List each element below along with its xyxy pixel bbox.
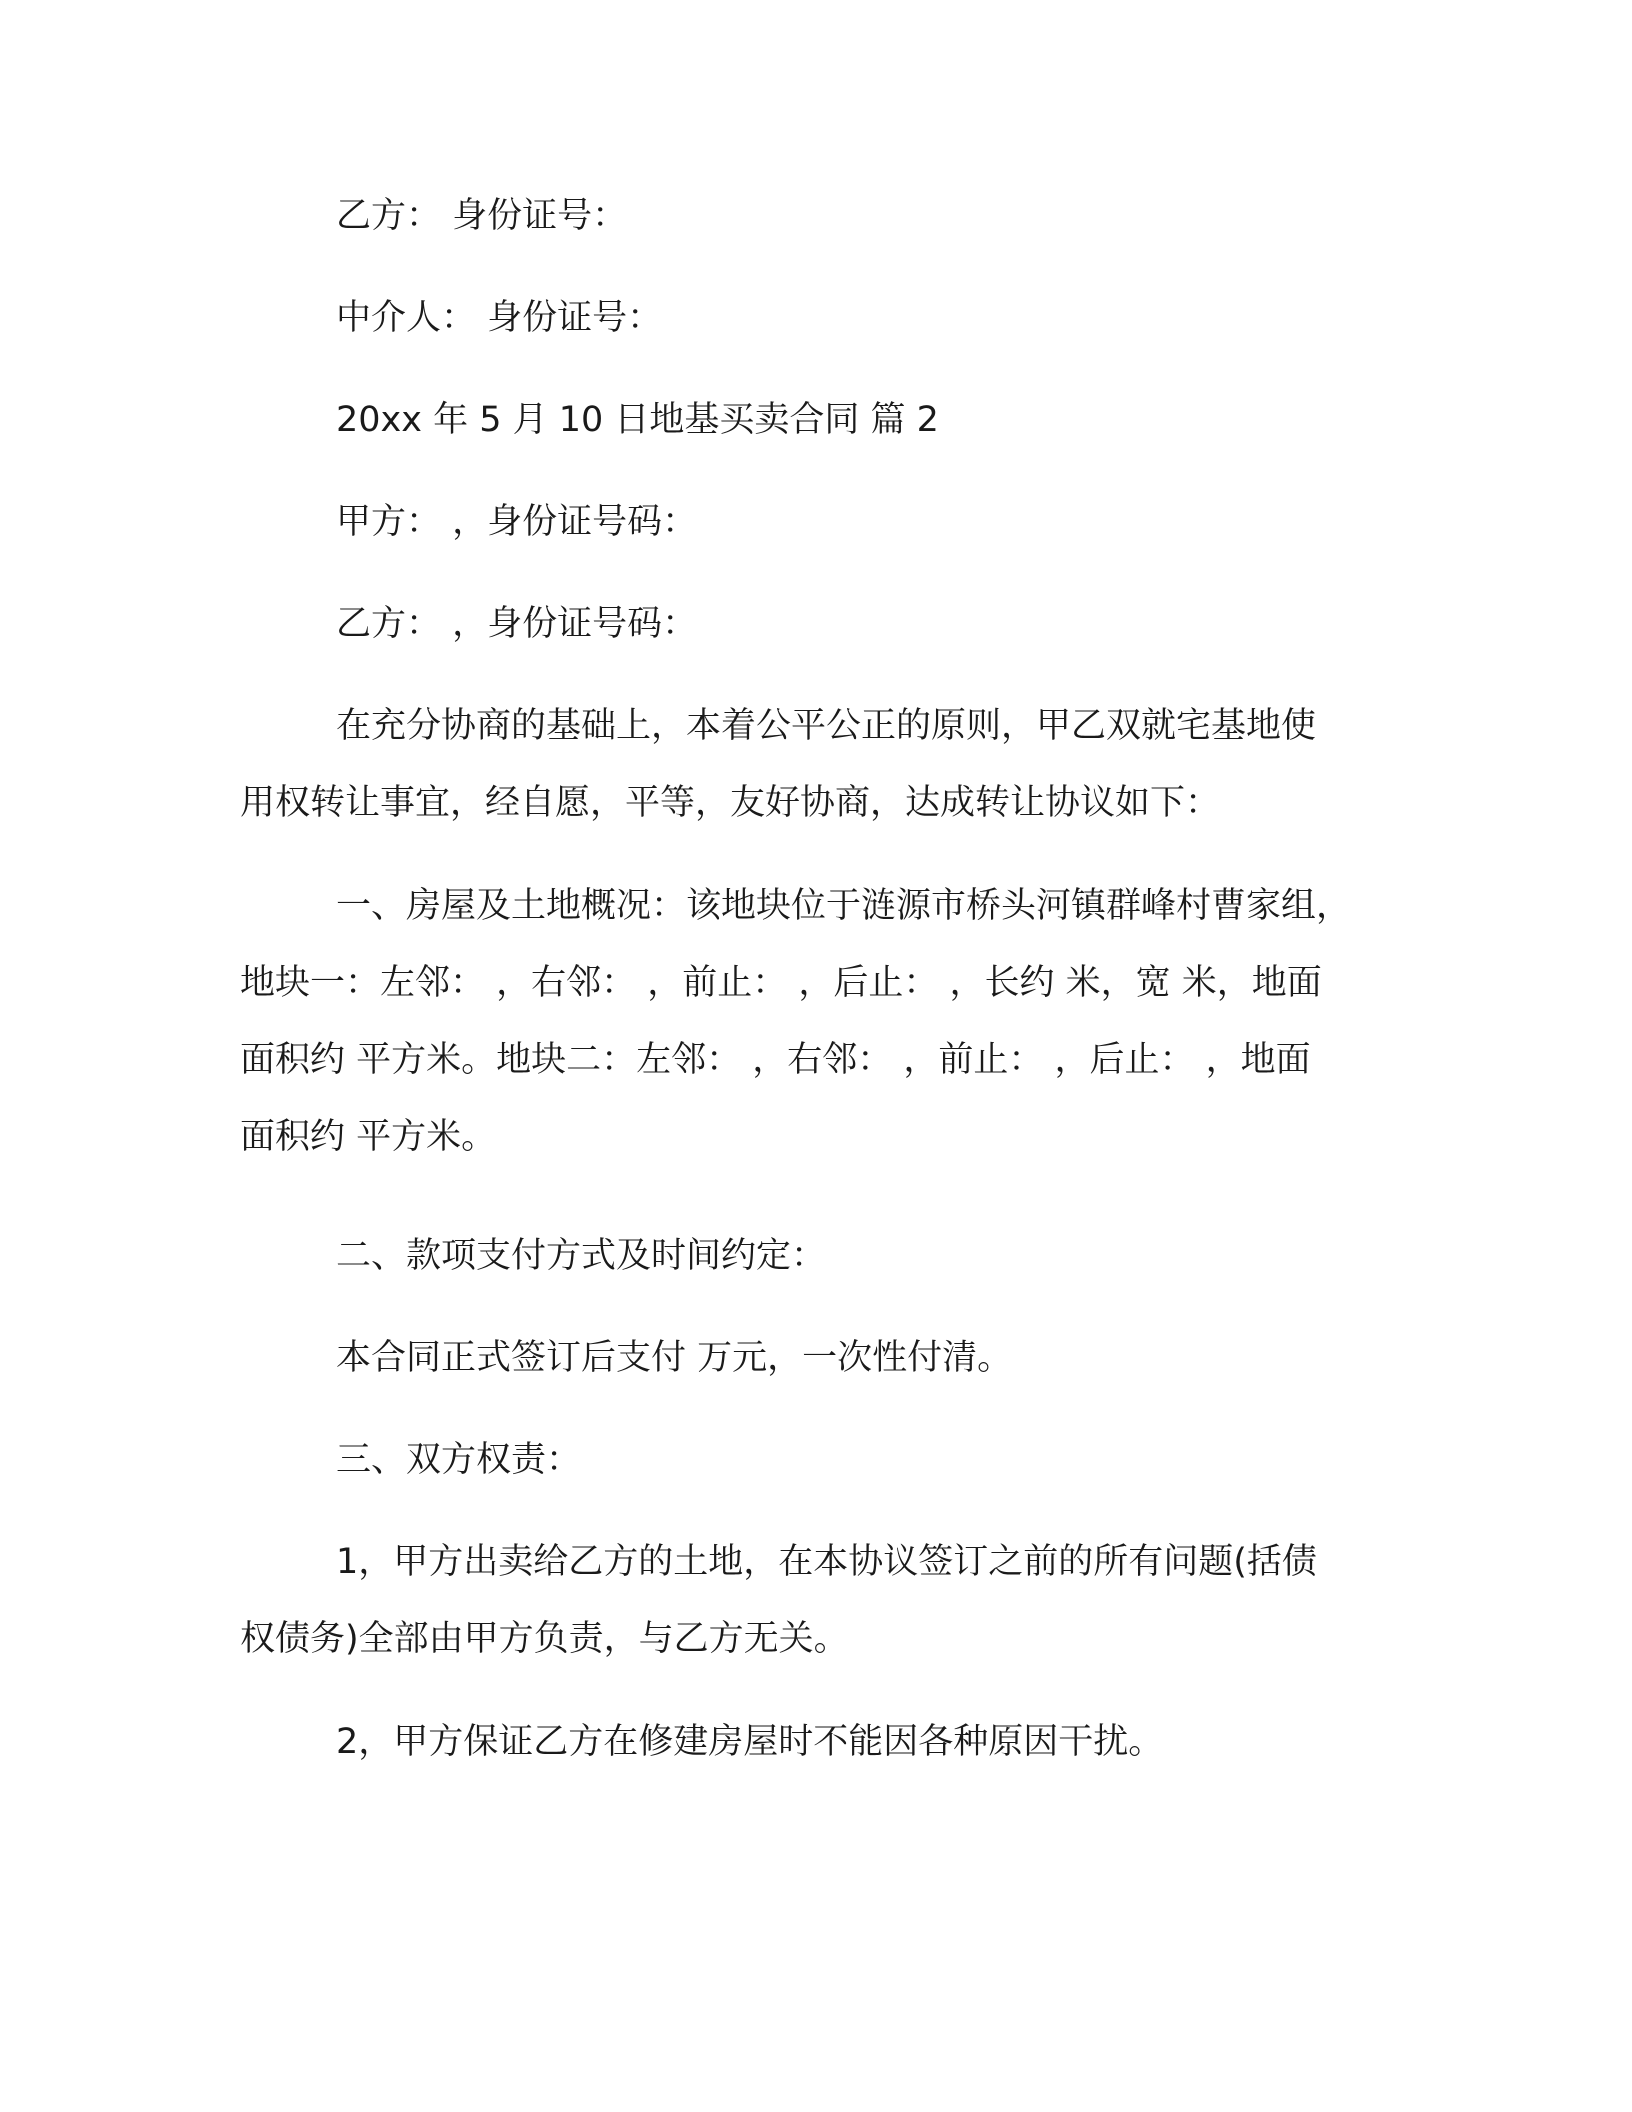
contract-title-line xyxy=(336,382,1496,459)
paragraph-line: 二、款项支付方式及时间约定： xyxy=(336,1236,827,1276)
paragraph-line: 1，甲方出卖给乙方的土地，在本协议签订之前的所有问题(括债 xyxy=(336,1542,1317,1582)
intermediary-id-line xyxy=(336,280,1496,357)
paragraph-line: 三、双方权责： xyxy=(336,1440,582,1480)
paragraph-line: 权债务)全部由甲方负责，与乙方无关。 xyxy=(240,1619,849,1659)
party-a-id-line xyxy=(336,484,1496,561)
paragraph-line: 面积约 平方米。 xyxy=(240,1117,497,1157)
payment-heading xyxy=(336,1218,1496,1295)
paragraph-line: 面积约 平方米。地块二：左邻： ，右邻： ，前止： ，后止： ，地面 xyxy=(240,1040,1311,1080)
paragraph-line: 乙方： 身份证号： xyxy=(336,196,628,236)
paragraph-line: 20xx 年 5 月 10 日地基买卖合同 篇 2 xyxy=(336,400,939,440)
land-overview-paragraph xyxy=(240,868,1400,1176)
paragraph-line: 本合同正式签订后支付 万元，一次性付清。 xyxy=(336,1338,1013,1378)
party-b-id-line xyxy=(336,178,1496,255)
clause-1-paragraph xyxy=(240,1524,1400,1678)
preamble-paragraph xyxy=(240,688,1400,842)
paragraph-line: 中介人： 身份证号： xyxy=(336,298,663,338)
paragraph-line: 乙方： ，身份证号码： xyxy=(336,604,698,644)
paragraph-line: 地块一：左邻： ，右邻： ，前止： ，后止： ，长约 米，宽 米，地面 xyxy=(240,963,1322,1003)
paragraph-line: 在充分协商的基础上，本着公平公正的原则，甲乙双就宅基地使 xyxy=(336,706,1317,746)
clause-2-line xyxy=(336,1704,1496,1781)
party-b-id-number-line xyxy=(336,586,1496,663)
paragraph-line: 一、房屋及土地概况：该地块位于涟源市桥头河镇群峰村曹家组， xyxy=(336,886,1352,926)
paragraph-line: 甲方： ，身份证号码： xyxy=(336,502,698,542)
paragraph-line: 2，甲方保证乙方在修建房屋时不能因各种原因干扰。 xyxy=(336,1722,1164,1762)
payment-terms-line xyxy=(336,1320,1496,1397)
paragraph-line: 用权转让事宜，经自愿，平等，友好协商，达成转让协议如下： xyxy=(240,783,1221,823)
responsibilities-heading xyxy=(336,1422,1496,1499)
